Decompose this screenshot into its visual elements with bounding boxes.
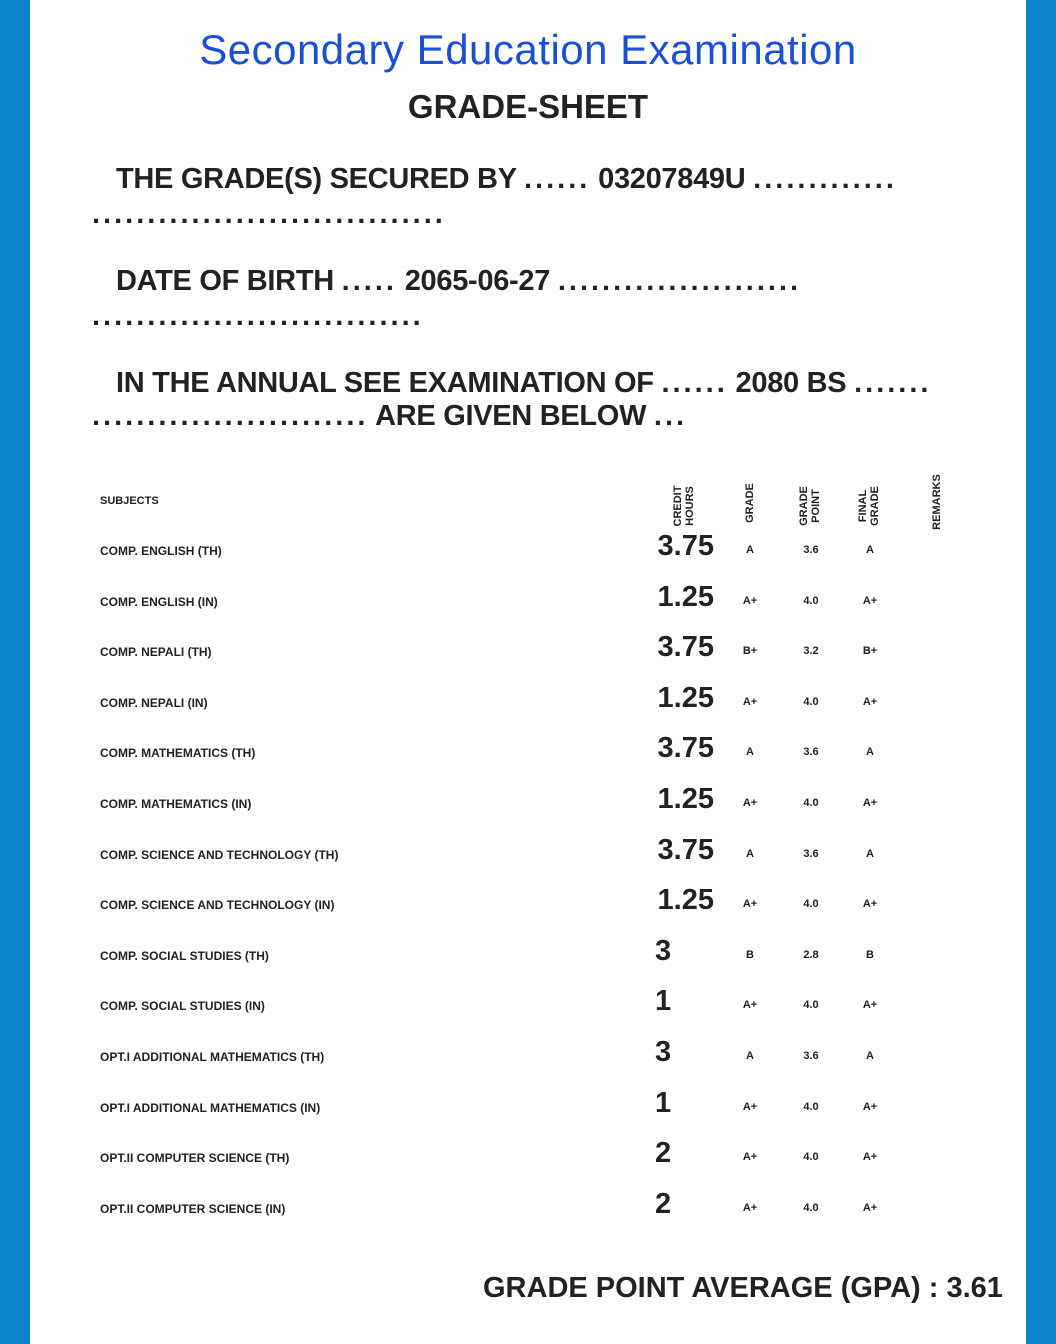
grade-cell: A+ bbox=[742, 695, 758, 708]
exam-line: IN THE ANNUAL SEE EXAMINATION OF ...... 2080 BS ....... bbox=[116, 367, 932, 399]
table-row bbox=[0, 1036, 1056, 1100]
credit-hours: 3.75 bbox=[657, 833, 714, 866]
credit-hours: 1.25 bbox=[657, 783, 714, 815]
subject-name: COMP. SOCIAL STUDIES (TH) bbox=[100, 948, 269, 963]
page-subtitle: GRADE-SHEET bbox=[407, 88, 649, 125]
credit-hours: 1.25 bbox=[657, 884, 714, 917]
subject-name: OPT.II COMPUTER SCIENCE (IN) bbox=[100, 1201, 286, 1216]
grade-cell: A+ bbox=[742, 999, 758, 1012]
grade-cell: A bbox=[746, 746, 754, 759]
dob-label: DATE OF BIRTH bbox=[116, 265, 334, 297]
credit-hours: 2 bbox=[655, 1137, 672, 1170]
final-grade-cell: A+ bbox=[862, 695, 878, 708]
grade-cell: A+ bbox=[742, 797, 758, 809]
credit-hours: 1 bbox=[655, 1086, 672, 1119]
grade-point-cell: 4.0 bbox=[803, 999, 819, 1012]
exam-year: 2080 BS bbox=[735, 367, 847, 399]
table-row bbox=[0, 783, 1056, 847]
gpa-label: GRADE POINT AVERAGE (GPA) : bbox=[483, 1272, 939, 1304]
grade-cell: B bbox=[746, 948, 754, 961]
subject-name: COMP. SCIENCE AND TECHNOLOGY (TH) bbox=[100, 847, 339, 862]
credit-hours: 3 bbox=[655, 934, 672, 967]
dob-value: 2065-06-27 bbox=[404, 265, 551, 297]
final-grade-cell: A+ bbox=[862, 999, 878, 1012]
page-title: Secondary Education Examination bbox=[199, 26, 857, 73]
credit-hours: 3.75 bbox=[657, 631, 714, 664]
exam-label: IN THE ANNUAL SEE EXAMINATION OF bbox=[116, 367, 654, 399]
grade-header: GRADE bbox=[744, 483, 756, 523]
grade-point-cell: 3.6 bbox=[803, 1050, 819, 1062]
subject-name: COMP. NEPALI (TH) bbox=[100, 645, 212, 660]
grade-point-cell: 4.0 bbox=[803, 695, 819, 708]
credit-hours: 2 bbox=[655, 1187, 672, 1220]
credit-hours: 3 bbox=[655, 1036, 672, 1068]
grade-point-cell: 4.0 bbox=[803, 1100, 819, 1113]
grade-cell: A+ bbox=[742, 594, 758, 607]
grade-point-cell: 4.0 bbox=[803, 898, 819, 911]
grade-point-cell: 4.0 bbox=[803, 1151, 819, 1164]
final-grade-cell: A+ bbox=[862, 898, 878, 911]
subject-name: COMP. SOCIAL STUDIES (IN) bbox=[100, 999, 265, 1014]
dob-line: DATE OF BIRTH ..... 2065-06-27 ...................... bbox=[116, 265, 802, 297]
grade-point-cell: 4.0 bbox=[803, 797, 819, 809]
final-grade-cell: A+ bbox=[862, 594, 878, 607]
table-row bbox=[0, 681, 1056, 746]
credit-hours: 3.75 bbox=[657, 530, 714, 562]
grade-cell: A+ bbox=[742, 1100, 758, 1113]
remarks-header: REMARKS bbox=[931, 474, 943, 530]
table-row bbox=[0, 934, 1056, 999]
table-row bbox=[0, 631, 1056, 695]
grade-point-cell: 3.2 bbox=[803, 645, 819, 658]
credit-hours: 3.75 bbox=[657, 732, 714, 765]
table-row bbox=[0, 530, 1056, 594]
grade-point-cell: 3.6 bbox=[803, 746, 819, 759]
subject-name: COMP. ENGLISH (TH) bbox=[100, 544, 222, 558]
secured-by-label: THE GRADE(S) SECURED BY bbox=[116, 163, 517, 195]
dotted-fill: .............................. bbox=[92, 300, 424, 332]
grade-cell: A+ bbox=[742, 1201, 758, 1214]
grade-point-cell: 4.0 bbox=[803, 594, 819, 607]
credit-hours-header: CREDIT HOURS bbox=[672, 485, 696, 527]
table-row bbox=[0, 985, 1056, 1049]
symbol-number: 03207849U bbox=[598, 163, 746, 195]
final-grade-header: FINAL GRADE bbox=[857, 486, 881, 526]
grade-cell: A+ bbox=[742, 898, 758, 911]
grade-point-cell: 3.6 bbox=[803, 544, 819, 556]
gpa-value: 3.61 bbox=[946, 1272, 1003, 1304]
final-grade-cell: A bbox=[866, 544, 874, 556]
final-grade-cell: A bbox=[866, 1050, 874, 1062]
grade-cell: A bbox=[746, 847, 754, 860]
grade-cell: A+ bbox=[742, 1151, 758, 1164]
final-grade-cell: A bbox=[866, 746, 874, 759]
table-row bbox=[0, 1086, 1056, 1151]
table-row bbox=[0, 580, 1056, 645]
subject-name: COMP. MATHEMATICS (TH) bbox=[100, 746, 256, 761]
credit-hours: 1.25 bbox=[657, 681, 714, 714]
grade-point-cell: 3.6 bbox=[803, 847, 819, 860]
final-grade-cell: B+ bbox=[862, 645, 878, 658]
grade-cell: A bbox=[746, 544, 754, 556]
subject-name: OPT.I ADDITIONAL MATHEMATICS (IN) bbox=[100, 1100, 321, 1115]
subject-name: OPT.I ADDITIONAL MATHEMATICS (TH) bbox=[100, 1050, 325, 1064]
subject-name: COMP. NEPALI (IN) bbox=[100, 695, 208, 710]
final-grade-cell: A+ bbox=[862, 1201, 878, 1214]
table-row bbox=[0, 1187, 1056, 1252]
secured-by-line: THE GRADE(S) SECURED BY ...... 03207849U ............. bbox=[116, 163, 897, 195]
grade-cell: B+ bbox=[742, 645, 758, 658]
final-grade-cell: A+ bbox=[862, 1100, 878, 1113]
final-grade-cell: A bbox=[866, 847, 874, 860]
grade-point-cell: 4.0 bbox=[803, 1201, 819, 1214]
final-grade-cell: B bbox=[866, 948, 874, 961]
subjects-header: SUBJECTS bbox=[100, 495, 159, 507]
final-grade-cell: A+ bbox=[862, 797, 878, 809]
credit-hours: 1.25 bbox=[657, 580, 714, 613]
table-row bbox=[0, 732, 1056, 796]
given-below-text: ARE GIVEN BELOW bbox=[375, 400, 647, 432]
given-below-line: ......................... ARE GIVEN BELOW ... bbox=[92, 400, 688, 432]
subject-name: OPT.II COMPUTER SCIENCE (TH) bbox=[100, 1151, 290, 1166]
table-row bbox=[0, 884, 1056, 948]
subject-name: COMP. SCIENCE AND TECHNOLOGY (IN) bbox=[100, 898, 335, 913]
dotted-fill: ................................ bbox=[92, 198, 446, 230]
grade-point-cell: 2.8 bbox=[803, 948, 819, 961]
credit-hours: 1 bbox=[655, 985, 672, 1018]
grade-point-header: GRADE POINT bbox=[798, 486, 822, 526]
subject-name: COMP. MATHEMATICS (IN) bbox=[100, 797, 252, 811]
grade-cell: A bbox=[746, 1050, 754, 1062]
gpa-line bbox=[483, 1272, 1003, 1305]
final-grade-cell: A+ bbox=[862, 1151, 878, 1164]
table-row bbox=[0, 833, 1056, 898]
subject-name: COMP. ENGLISH (IN) bbox=[100, 594, 218, 609]
table-row bbox=[0, 1137, 1056, 1201]
